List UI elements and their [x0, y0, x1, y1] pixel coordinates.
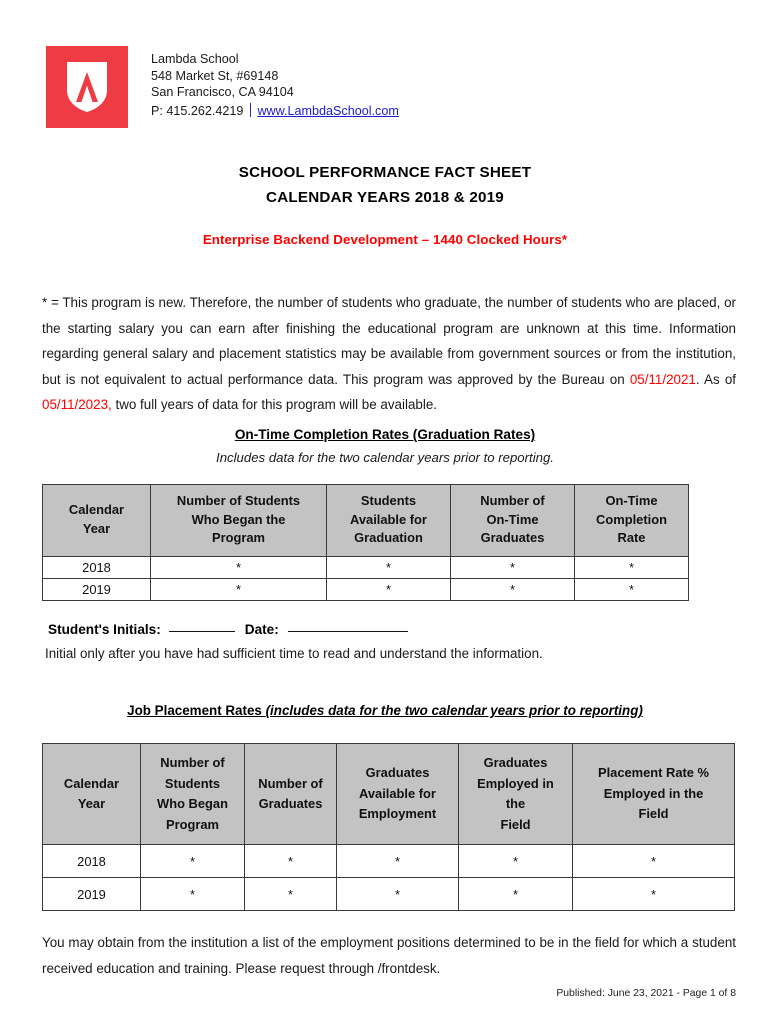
- phone-number: P: 415.262.4219: [151, 103, 244, 118]
- job-placement-heading: [0, 703, 770, 718]
- street-address: 548 Market St, #69148: [151, 68, 279, 83]
- table-row: [43, 556, 689, 578]
- column-header: Number of Graduates: [245, 744, 337, 845]
- column-header: On-Time Completion Rate: [575, 485, 689, 557]
- cell-value: *: [327, 556, 451, 578]
- cell-value: *: [575, 556, 689, 578]
- column-header: Students Available for Graduation: [327, 485, 451, 557]
- completion-rates-heading: [0, 427, 770, 442]
- cell-value: *: [141, 878, 245, 911]
- column-header: Number of On-Time Graduates: [451, 485, 575, 557]
- page-title: [0, 160, 770, 210]
- column-header: Placement Rate % Employed in the Field: [573, 744, 735, 845]
- website-link[interactable]: www.LambdaSchool.com: [257, 103, 399, 118]
- cell-value: *: [573, 878, 735, 911]
- cell-value: *: [337, 878, 459, 911]
- data-available-date: 05/11/2023,: [42, 397, 112, 413]
- contact-row: [151, 101, 399, 120]
- cell-value: *: [459, 845, 573, 878]
- cell-value: *: [337, 845, 459, 878]
- approval-date: 05/11/2021: [629, 371, 696, 387]
- table-row: [43, 578, 689, 600]
- completion-rates-subheading: Includes data for the two calendar years prior to reporting.: [216, 450, 554, 465]
- column-header: Number of Students Who Began Program: [141, 744, 245, 845]
- school-name: Lambda School: [151, 52, 239, 66]
- date-input[interactable]: [288, 631, 408, 632]
- divider: [250, 103, 251, 117]
- job-placement-table: [42, 743, 735, 911]
- cell-value: *: [575, 578, 689, 600]
- student-initials-row: [48, 622, 408, 637]
- lambda-shield-logo-icon: [46, 46, 128, 128]
- intro-text-part-2: . As of: [695, 371, 736, 387]
- column-header: Calendar Year: [43, 485, 151, 557]
- date-label: Date:: [244, 622, 279, 637]
- cell-value: *: [151, 578, 327, 600]
- completion-rates-heading-text: On-Time Completion Rates (Graduation Rates): [234, 427, 536, 442]
- column-header: Graduates Employed in the Field: [459, 744, 573, 845]
- initials-note: Initial only after you have had sufficient time to read and understand the information.: [45, 646, 543, 661]
- closing-paragraph: You may obtain from the institution a list of the employment positions determined to be in the field for which a student received education and training. Please request through /frontdesk.: [42, 935, 736, 976]
- city-state-zip: San Francisco, CA 94104: [151, 85, 294, 100]
- cell-value: *: [573, 845, 735, 878]
- column-header: Number of Students Who Began the Program: [151, 485, 327, 557]
- cell-value: *: [151, 556, 327, 578]
- cell-value: *: [459, 878, 573, 911]
- cell-value: *: [451, 556, 575, 578]
- cell-value: *: [245, 878, 337, 911]
- cell-year: 2018: [43, 556, 151, 578]
- title-line-1: SCHOOL PERFORMANCE FACT SHEET: [238, 164, 532, 181]
- intro-paragraph: [42, 290, 736, 418]
- completion-rates-table: [42, 484, 689, 601]
- table-header-row: [43, 485, 689, 557]
- letterhead: [46, 46, 399, 128]
- cell-value: *: [327, 578, 451, 600]
- column-header: Calendar Year: [43, 744, 141, 845]
- cell-year: 2019: [43, 578, 151, 600]
- table-row: [43, 878, 735, 911]
- intro-text-part-3: two full years of data for this program will be available.: [111, 397, 437, 413]
- cell-year: 2019: [43, 878, 141, 911]
- page-footer: Published: June 23, 2021 - Page 1 of 8: [556, 988, 736, 999]
- job-placement-heading-bold: Job Placement Rates: [127, 703, 266, 718]
- table-row: [43, 845, 735, 878]
- cell-year: 2018: [43, 845, 141, 878]
- cell-value: *: [141, 845, 245, 878]
- student-initials-input[interactable]: [169, 631, 235, 632]
- job-placement-heading-italic: (includes data for the two calendar years prior to reporting): [265, 703, 643, 718]
- program-title: Enterprise Backend Development – 1440 Clocked Hours*: [202, 232, 568, 247]
- student-initials-label: Student's Initials:: [48, 622, 161, 637]
- table-header-row: [43, 744, 735, 845]
- intro-text-part-1: * = This program is new. Therefore, the number of students who graduate, the number of students who are placed, or the starting salary you can earn after finishing the educational program are unknown at this time. Information regarding general salary and placement statistics may be available from government sources or from the institution, but is not equivalent to actual performance data. This program was approved by the Bureau on: [42, 295, 736, 387]
- column-header: Graduates Available for Employment: [337, 744, 459, 845]
- cell-value: *: [245, 845, 337, 878]
- address-block: [151, 46, 399, 119]
- cell-value: *: [451, 578, 575, 600]
- title-line-2: CALENDAR YEARS 2018 & 2019: [266, 189, 504, 206]
